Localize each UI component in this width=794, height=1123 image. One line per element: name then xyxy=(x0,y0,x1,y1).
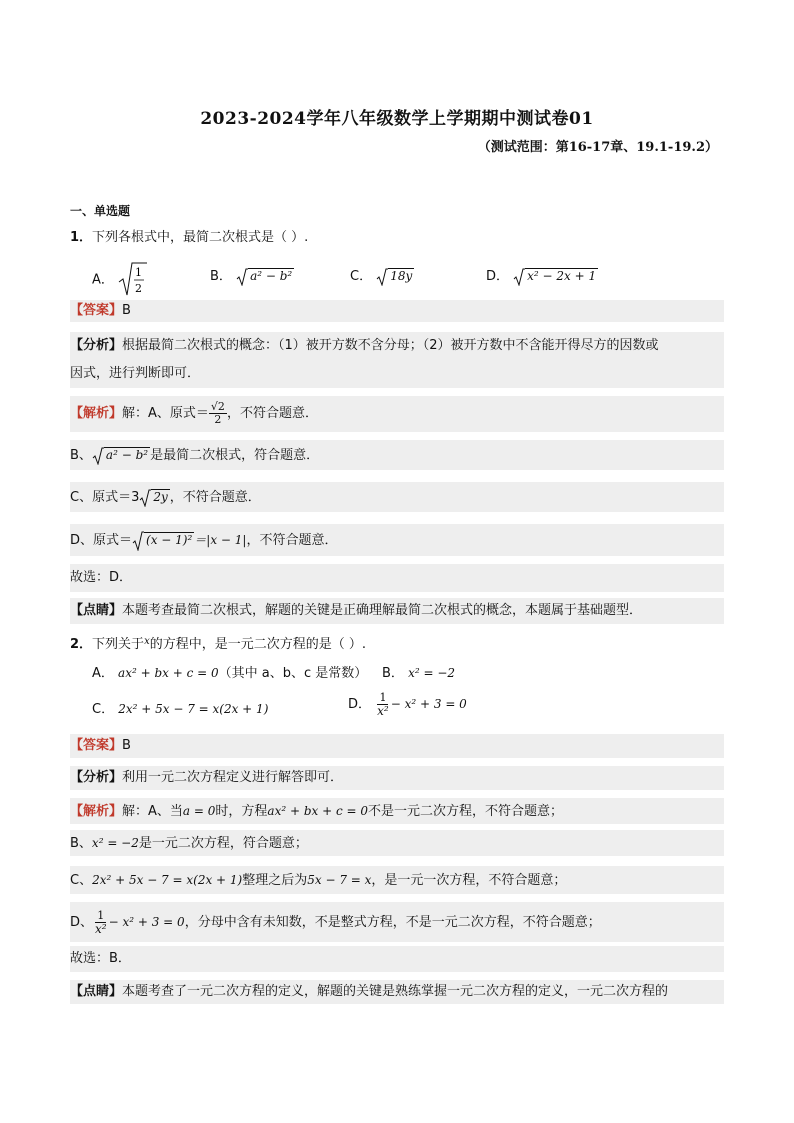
radicand: (x − 1)² xyxy=(146,533,193,547)
option-label: A． xyxy=(92,666,114,681)
page-title: 2023-2024学年八年级数学上学期期中测试卷01 xyxy=(200,109,594,129)
option-label: A． xyxy=(92,272,114,288)
option-label: B． xyxy=(210,269,232,284)
q2-answer xyxy=(70,734,724,758)
solution-text: 是最简二次根式，符合题意． xyxy=(150,448,320,463)
fraction-denominator: 2 xyxy=(214,413,222,426)
fraction xyxy=(93,910,109,935)
q1-solution-b xyxy=(70,440,724,470)
option-note: （其中 a、b、c 是常数） xyxy=(218,666,368,681)
fraction-numerator: √2 xyxy=(210,400,225,413)
q2-choose: 故选：B． xyxy=(70,946,724,972)
analysis-tag: 【分析】 xyxy=(70,770,123,785)
solution-text: ，不符合题意． xyxy=(246,533,338,548)
solution-text: B、 xyxy=(70,448,92,463)
q2-solution-d xyxy=(70,902,724,942)
note-tag: 【点睛】 xyxy=(70,984,123,999)
option-label: C． xyxy=(92,702,115,717)
test-scope: （测试范围：第16-17章、19.1-19.2） xyxy=(477,140,718,155)
solution-text: D、原式＝ xyxy=(70,533,133,548)
answer-value: B xyxy=(122,738,131,753)
q1-answer xyxy=(70,300,724,322)
analysis-tag: 【分析】 xyxy=(70,338,123,353)
analysis-text: 利用一元二次方程定义进行解答即可． xyxy=(122,770,344,785)
question-1-stem xyxy=(70,228,724,248)
note-text: 本题考查最简二次根式，解题的关键是正确理解最简二次根式的概念，本题属于基础题型． xyxy=(122,603,643,618)
q2-option-a xyxy=(92,662,367,685)
solution-text: 时，方程 xyxy=(215,804,268,819)
radical-sign xyxy=(513,265,598,288)
q2-solution-b xyxy=(70,830,724,856)
q1-option-d xyxy=(486,265,598,288)
radical-sign xyxy=(139,489,151,507)
radical-sign xyxy=(132,531,144,551)
question-text: 的方程中，是一元二次方程的是（ ）. xyxy=(149,637,366,652)
fraction-numerator: 1 xyxy=(97,909,105,922)
solution-text: 不是一元二次方程，不符合题意； xyxy=(368,804,564,819)
q1-solution-c xyxy=(70,482,724,512)
note-text: 本题考查了一元二次方程的定义，解题的关键是熟练掌握一元二次方程的定义，一元二次方程的 xyxy=(122,984,669,999)
option-label: D． xyxy=(486,269,510,284)
q1-option-b xyxy=(210,265,294,288)
q1-choose: 故选：D． xyxy=(70,564,724,592)
option-expression: 2x² + 5x − 7 = x(2x + 1) xyxy=(118,702,269,716)
answer-tag: 【答案】 xyxy=(70,738,123,753)
question-2-stem xyxy=(70,632,724,655)
question-number: 2． xyxy=(70,637,93,652)
fraction-numerator: 1 xyxy=(135,266,143,279)
answer-value: B xyxy=(122,303,131,318)
math-expression: x² = −2 xyxy=(91,836,139,850)
question-text: 下列各根式中，最简二次根式是（ ）. xyxy=(92,230,309,245)
math-expression: 5x − 7 = x xyxy=(307,873,372,887)
solution-text: B、 xyxy=(70,836,92,851)
q1-analysis xyxy=(70,332,724,388)
question-number: 1． xyxy=(70,230,93,245)
q1-solution-d xyxy=(70,524,724,556)
solution-text: 是一元二次方程，符合题意； xyxy=(138,836,308,851)
answer-tag: 【答案】 xyxy=(70,303,123,318)
math-expression: − x² + 3 = 0 xyxy=(108,915,185,929)
math-expression: a = 0 xyxy=(182,804,216,818)
solution-text: 整理之后为 xyxy=(242,873,308,888)
analysis-text: 根据最简二次根式的概念：（1）被开方数不含分母；（2）被开方数中不含能开得尽方的因数或 xyxy=(122,338,659,353)
radical-sign xyxy=(376,265,414,288)
fraction-denominator: 2 xyxy=(135,282,143,295)
fraction-numerator: 1 xyxy=(379,691,387,704)
solution-text: D、 xyxy=(70,915,94,930)
q1-option-c xyxy=(350,265,414,288)
option-expression: ax² + bx + c = 0 xyxy=(118,666,219,680)
section-heading: 一、单选题 xyxy=(70,204,131,218)
radical-sign xyxy=(92,447,104,465)
radicand: a² − b² xyxy=(250,269,293,283)
solution-text: ，不符合题意． xyxy=(226,406,318,421)
q2-solution-a xyxy=(70,798,724,824)
solution-text: 解：A、当 xyxy=(122,804,183,819)
solution-tag: 【解析】 xyxy=(70,804,123,819)
note-tag: 【点睛】 xyxy=(70,603,123,618)
option-label: D． xyxy=(348,697,372,712)
fraction xyxy=(209,401,227,426)
solution-text: ，分母中含有未知数，不是整式方程，不是一元二次方程，不符合题意； xyxy=(184,915,601,930)
solution-tag: 【解析】 xyxy=(70,406,123,421)
solution-text: ，是一元一次方程，不符合题意； xyxy=(371,873,567,888)
option-expression: x² = −2 xyxy=(408,666,456,680)
math-expression: ax² + bx + c = 0 xyxy=(267,804,369,818)
radical-sign xyxy=(236,265,294,288)
solution-text: C、 xyxy=(70,873,93,888)
fraction xyxy=(375,692,391,717)
radical-sign xyxy=(118,262,148,298)
q1-option-a xyxy=(92,262,148,298)
radicand: x² − 2x + 1 xyxy=(527,269,597,283)
solution-text: ，不符合题意． xyxy=(169,490,261,505)
q1-solution-a xyxy=(70,396,724,432)
solution-text: 解：A、原式＝ xyxy=(122,406,209,421)
absolute-value: ＝|x − 1| xyxy=(194,533,247,547)
variable: x xyxy=(144,636,150,647)
option-label: C． xyxy=(350,269,373,284)
fraction-denominator: x² xyxy=(95,922,107,936)
solution-text: C、原式＝3 xyxy=(70,490,140,505)
q2-analysis xyxy=(70,766,724,790)
radicand: 2y xyxy=(153,490,168,504)
fraction-denominator: x² xyxy=(377,704,389,718)
q2-note xyxy=(70,980,724,1004)
q2-option-c xyxy=(92,698,268,721)
q2-option-d xyxy=(348,692,467,717)
analysis-text-continued: 因式，进行判断即可． xyxy=(70,366,201,381)
option-expression: − x² + 3 = 0 xyxy=(390,697,467,711)
q1-note xyxy=(70,598,724,624)
question-text: 下列关于 xyxy=(92,637,145,652)
option-label: B． xyxy=(382,666,404,681)
math-expression: 2x² + 5x − 7 = x(2x + 1) xyxy=(92,873,243,887)
q2-option-b xyxy=(382,662,455,685)
q2-solution-c xyxy=(70,866,724,894)
radicand: a² − b² xyxy=(105,448,149,462)
radicand: 18y xyxy=(390,269,413,283)
